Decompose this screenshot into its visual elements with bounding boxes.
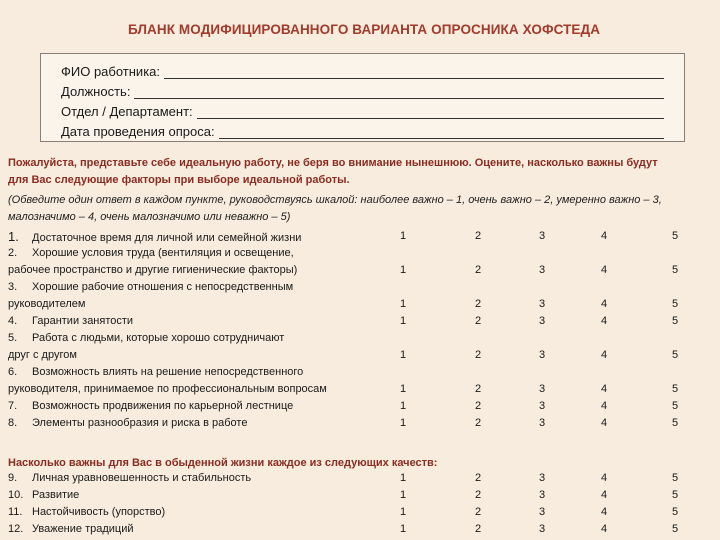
score-option[interactable]: 4	[600, 489, 608, 501]
score-option[interactable]: 3	[538, 523, 546, 535]
score-option[interactable]: 3	[538, 400, 546, 412]
position-field[interactable]	[61, 81, 664, 99]
form-title: БЛАНК МОДИФИЦИРОВАННОГО ВАРИАНТА ОПРОСНИКА ХОФСТЕДА	[128, 22, 601, 37]
score-option[interactable]: 2	[474, 400, 482, 412]
score-option[interactable]: 2	[474, 349, 482, 361]
score-option[interactable]: 5	[671, 230, 679, 242]
score-option[interactable]: 5	[671, 349, 679, 361]
score-option[interactable]: 5	[671, 523, 679, 535]
score-option[interactable]: 2	[474, 506, 482, 518]
department-field-label: Отдел / Департамент:	[61, 104, 193, 119]
score-option[interactable]: 2	[474, 298, 482, 310]
score-option[interactable]: 1	[399, 298, 407, 310]
score-option[interactable]: 3	[538, 349, 546, 361]
score-option[interactable]: 1	[399, 400, 407, 412]
score-option[interactable]: 1	[399, 489, 407, 501]
question-number: 9.	[8, 472, 18, 484]
score-option[interactable]: 3	[538, 315, 546, 327]
question-text: Достаточное время для личной или семейной жизни	[32, 232, 302, 244]
position-field-label: Должность:	[61, 84, 131, 99]
question-number: 4.	[8, 315, 18, 327]
department-field-line[interactable]	[197, 106, 664, 119]
question-text: Хорошие условия труда (вентиляция и освещение,	[32, 247, 294, 259]
position-field-line[interactable]	[134, 86, 664, 99]
question-item	[8, 364, 327, 398]
score-option[interactable]: 2	[474, 472, 482, 484]
question-number: 7.	[8, 400, 18, 412]
score-option[interactable]: 1	[399, 315, 407, 327]
date-field-line[interactable]	[219, 126, 664, 139]
score-option[interactable]: 5	[671, 506, 679, 518]
question-text: Возможность продвижения по карьерной лестнице	[32, 400, 294, 412]
score-option[interactable]: 3	[538, 472, 546, 484]
question-text: руководителем	[8, 298, 86, 310]
score-option[interactable]: 5	[671, 264, 679, 276]
question-item	[8, 313, 133, 330]
score-option[interactable]: 5	[671, 315, 679, 327]
score-option[interactable]: 1	[399, 523, 407, 535]
date-field-label: Дата проведения опроса:	[61, 124, 215, 139]
question-item	[8, 415, 247, 432]
score-option[interactable]: 4	[600, 523, 608, 535]
score-option[interactable]: 4	[600, 298, 608, 310]
score-option[interactable]: 1	[399, 383, 407, 395]
score-option[interactable]: 4	[600, 417, 608, 429]
score-option[interactable]: 5	[671, 400, 679, 412]
score-option[interactable]: 2	[474, 230, 482, 242]
intro-text	[8, 155, 720, 189]
score-option[interactable]: 2	[474, 417, 482, 429]
question-item	[8, 521, 134, 538]
score-option[interactable]: 1	[399, 472, 407, 484]
score-option[interactable]: 1	[399, 506, 407, 518]
scale-instructions	[8, 192, 720, 226]
score-option[interactable]: 5	[671, 298, 679, 310]
score-option[interactable]: 5	[671, 489, 679, 501]
question-number: 12.	[8, 523, 24, 535]
question-item	[8, 504, 165, 521]
score-option[interactable]: 1	[399, 349, 407, 361]
scale-line: (Обведите один ответ в каждом пункте, руководствуясь шкалой: наиболее важно – 1, очень важно – 2, умеренно важно – 3,	[8, 194, 662, 206]
score-option[interactable]: 3	[538, 506, 546, 518]
intro-line: для Вас следующие факторы при выборе идеальной работы.	[8, 174, 350, 186]
score-option[interactable]: 3	[538, 417, 546, 429]
name-field-label: ФИО работника:	[61, 64, 161, 79]
score-option[interactable]: 5	[671, 383, 679, 395]
score-option[interactable]: 3	[538, 489, 546, 501]
intro-line: Пожалуйста, представьте себе идеальную работу, не беря во внимание нынешнюю. Оцените, насколько важны будут	[8, 157, 658, 169]
question-item	[8, 330, 284, 364]
score-option[interactable]: 4	[600, 264, 608, 276]
name-field-line[interactable]	[164, 66, 664, 79]
score-option[interactable]: 2	[474, 523, 482, 535]
score-option[interactable]: 4	[600, 472, 608, 484]
question-number: 11.	[8, 506, 23, 518]
question-text: Элементы разнообразия и риска в работе	[32, 417, 248, 429]
score-option[interactable]: 5	[671, 417, 679, 429]
question-text: Уважение традиций	[32, 523, 134, 535]
question-number: 8.	[8, 417, 18, 429]
question-item	[8, 487, 79, 504]
score-option[interactable]: 2	[474, 264, 482, 276]
employee-info-box	[40, 53, 685, 142]
question-text: друг с другом	[8, 349, 77, 361]
score-option[interactable]: 4	[600, 230, 608, 242]
score-option[interactable]: 4	[600, 383, 608, 395]
question-text: Возможность влиять на решение непосредственного	[32, 366, 304, 378]
question-number: 5.	[8, 332, 18, 344]
scale-line: малозначимо – 4, очень малозначимо или неважно – 5)	[8, 211, 291, 223]
score-option[interactable]: 3	[538, 383, 546, 395]
score-option[interactable]: 3	[538, 298, 546, 310]
department-field[interactable]	[61, 101, 664, 119]
question-text: Личная уравновешенность и стабильность	[32, 472, 252, 484]
question-text: рабочее пространство и другие гигиенические факторы)	[8, 264, 298, 276]
question-number: 3.	[8, 281, 18, 293]
score-option[interactable]: 4	[600, 349, 608, 361]
name-field[interactable]	[61, 61, 664, 79]
question-number: 10.	[8, 489, 24, 501]
score-option[interactable]: 3	[538, 230, 546, 242]
score-option[interactable]: 1	[399, 417, 407, 429]
question-number: 6.	[8, 366, 18, 378]
question-text: Хорошие рабочие отношения с непосредственным	[32, 281, 294, 293]
question-text: руководителя, принимаемое по профессиональным вопросам	[8, 383, 327, 395]
question-text: Настойчивость (упорство)	[32, 506, 166, 518]
score-option[interactable]: 2	[474, 489, 482, 501]
score-option[interactable]: 4	[600, 315, 608, 327]
question-number: 1.	[8, 229, 19, 244]
score-option[interactable]: 4	[600, 506, 608, 518]
question-item	[8, 398, 293, 415]
question-item	[8, 279, 293, 313]
question-item	[8, 470, 251, 487]
score-option[interactable]: 2	[474, 315, 482, 327]
score-option[interactable]: 4	[600, 400, 608, 412]
date-field[interactable]	[61, 121, 664, 139]
question-text: Работа с людьми, которые хорошо сотрудничают	[32, 332, 285, 344]
question-text: Развитие	[32, 489, 80, 501]
score-option[interactable]: 1	[399, 230, 407, 242]
section-2-heading: Насколько важны для Вас в обыденной жизни каждое из следующих качеств:	[8, 457, 438, 469]
score-option[interactable]: 5	[671, 472, 679, 484]
score-option[interactable]: 3	[538, 264, 546, 276]
question-item	[8, 245, 297, 279]
score-option[interactable]: 1	[399, 264, 407, 276]
question-text: Гарантии занятости	[32, 315, 134, 327]
question-number: 2.	[8, 247, 18, 259]
score-option[interactable]: 2	[474, 383, 482, 395]
